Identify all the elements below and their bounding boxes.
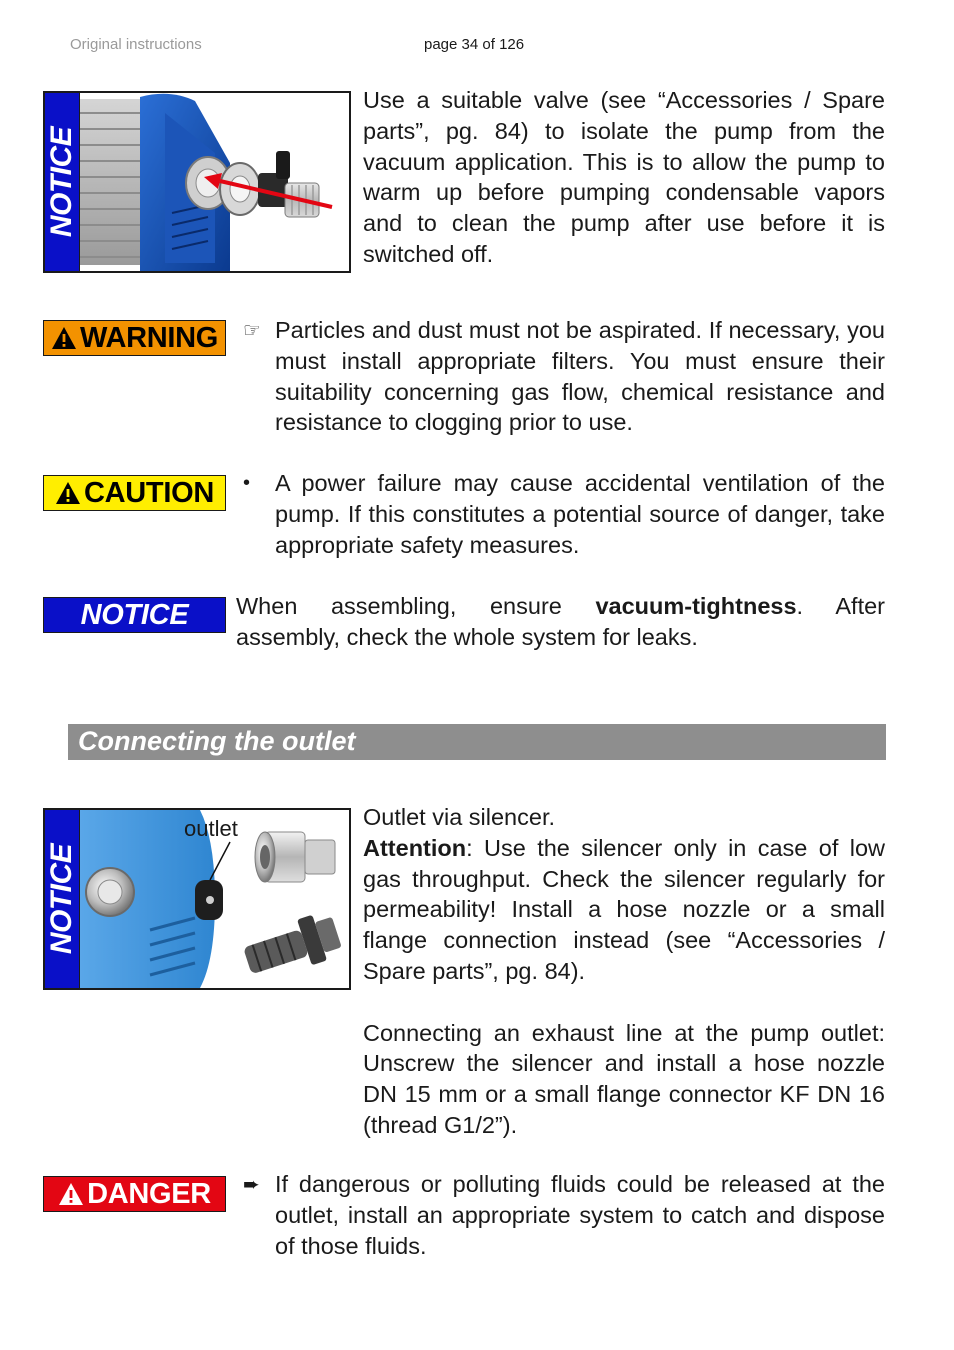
header-left-text: Original instructions [70, 36, 202, 53]
vertical-notice-label: NOTICE [45, 93, 80, 271]
outlet-figure [43, 808, 351, 990]
caution-label: CAUTION [83, 476, 214, 509]
attention-bold: Attention [363, 834, 467, 861]
valve-instructions: Use a suitable valve (see “Accessories / Spare parts”, pg. 84) to isolate the pump from the vacuum application. This is to allow the pump to warm up before pumping condensable vapors and to clean the pump after use before it is switched off. [363, 87, 885, 267]
outlet-callout: outlet [184, 816, 238, 841]
notice-text: When assembling, ensure vacuum-tightness. After assembly, check the whole system for leaks. [236, 593, 885, 650]
page-number: page 34 of 126 [424, 36, 525, 53]
warning-triangle-icon [51, 326, 77, 350]
danger-text: If dangerous or polluting fluids could be released at the outlet, install an appropriate system to catch and dispose of those fluids. [275, 1171, 885, 1259]
hand-pointer-icon: ☞ [243, 320, 261, 342]
section-heading-bar [68, 724, 886, 760]
valve-figure [43, 91, 351, 273]
notice-badge [43, 597, 226, 633]
notice-label: NOTICE [80, 598, 189, 631]
danger-label: DANGER [87, 1177, 211, 1210]
outlet-silencer-illustration [80, 810, 349, 988]
danger-triangle-icon [58, 1182, 84, 1206]
warning-label: WARNING [79, 321, 219, 354]
bullet-marker: • [243, 472, 251, 494]
outlet-instructions: Outlet via silencer. Attention: Use the silencer only in case of low gas throughput. Check the silencer regularly for permeability! Install a hose nozzle or a small flange connection instead (see “Accessories / Spare parts”, pg. 84). Connecting an exhaust line at the pump outlet: Unscrew the silencer and install a hose nozzle DN 15 mm or a small flange connector KF DN 16 (thread G1/2”). [363, 802, 885, 1141]
section-title: Connecting the outlet [78, 726, 356, 756]
caution-badge [43, 475, 226, 511]
pump-valve-illustration [80, 93, 349, 271]
warning-badge [43, 320, 226, 356]
exhaust-line-text: Connecting an exhaust line at the pump outlet: Unscrew the silencer and install a hose nozzle DN 15 mm or a small flange connector KF DN 16 (thread G1/2”). [363, 1019, 885, 1138]
caution-text: A power failure may cause accidental ventilation of the pump. If this constitutes a potential source of danger, take appropriate safety measures. [275, 470, 885, 558]
arrow-right-icon: ➨ [243, 1174, 260, 1196]
danger-badge [43, 1176, 226, 1212]
warning-text: Particles and dust must not be aspirated. If necessary, you must install appropriate filters. You must ensure their suitability concerning gas flow, chemical resistance and resistance to clogging prior to use. [275, 317, 885, 436]
bold-vacuum-tightness: vacuum-tightness [595, 593, 797, 619]
caution-triangle-icon [55, 481, 81, 505]
vertical-notice-label-2: NOTICE [45, 810, 80, 988]
